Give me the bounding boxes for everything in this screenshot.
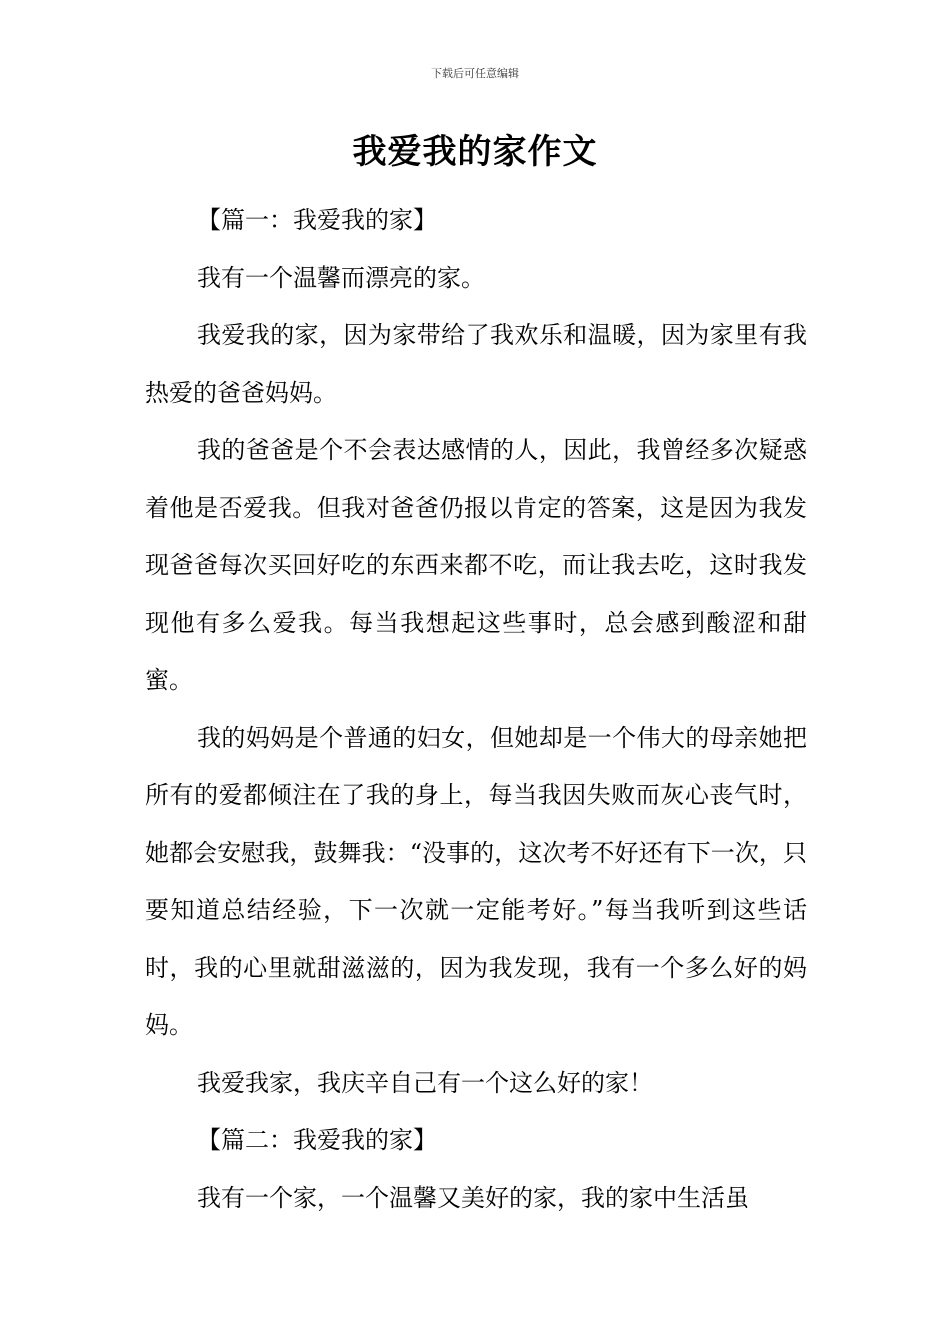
paragraph: 我爱我的家，因为家带给了我欢乐和温暖，因为家里有我热爱的爸爸妈妈。 xyxy=(145,321,807,407)
document-title: 我爱我的家作文 xyxy=(352,132,598,172)
document-body xyxy=(145,192,807,1227)
paragraph: 我的爸爸是个不会表达感情的人，因此，我曾经多次疑惑着他是否爱我。但我对爸爸仍报以肯定的答案，这是因为我发现爸爸每次买回好吃的东西来都不吃，而让我去吃，这时我发现他有多么爱我。每当我想起这些事时，总会感到酸涩和甜蜜。 xyxy=(145,436,807,694)
paragraph: 我的妈妈是个普通的妇女，但她却是一个伟大的母亲她把所有的爱都倾注在了我的身上，每当我因失败而灰心丧气时，她都会安慰我，鼓舞我：“没事的，这次考不好还有下一次，只要知道总结经验，下一次就一定能考好。”每当我听到这些话时，我的心里就甜滋滋的，因为我发现，我有一个多么好的妈妈。 xyxy=(145,723,807,1039)
paragraph: 我爱我家，我庆辛自己有一个这么好的家！ xyxy=(197,1068,653,1097)
header-note: 下载后可任意编辑 xyxy=(431,67,519,80)
section-heading-1: 【篇一：我爱我的家】 xyxy=(197,206,437,234)
paragraph: 我有一个家，一个温馨又美好的家，我的家中生活虽 xyxy=(197,1183,749,1212)
paragraph: 我有一个温馨而漂亮的家。 xyxy=(197,263,485,292)
section-heading-2: 【篇二：我爱我的家】 xyxy=(197,1126,437,1154)
